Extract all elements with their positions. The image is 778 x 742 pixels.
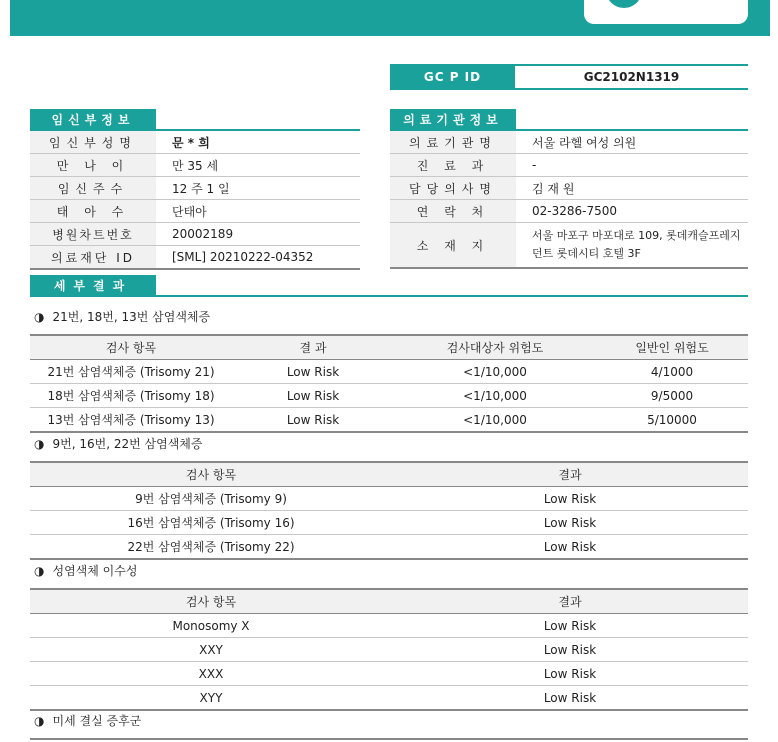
table-cell: Low Risk xyxy=(392,686,748,711)
info-value: 만 35 세 xyxy=(172,158,219,173)
table-top-rule xyxy=(30,738,748,740)
info-value: 서울 라헬 여성 의원 xyxy=(532,135,637,150)
info-value: [SML] 20210222-04352 xyxy=(172,250,314,264)
section-heading-text: 9번, 16번, 22번 삼염색체증 xyxy=(52,437,203,451)
gcp-id-value: GC2102N1319 xyxy=(583,70,680,84)
table-cell: XXY xyxy=(30,638,392,662)
info-label: 임신부성명 xyxy=(30,131,156,153)
info-value: - xyxy=(532,158,537,172)
table-cell: Low Risk xyxy=(392,662,748,686)
clinic-info-table xyxy=(390,131,748,269)
info-row xyxy=(30,177,360,200)
clinic-info-header xyxy=(390,109,748,131)
half-circle-icon: ◑ xyxy=(34,436,45,451)
section-heading-text: 미세 결실 증후군 xyxy=(52,714,142,728)
info-label: 소 재 지 xyxy=(390,223,516,267)
table-cell: Low Risk xyxy=(232,408,394,433)
table-cell: 18번 삼염색체증 (Trisomy 18) xyxy=(30,384,232,408)
info-row xyxy=(390,200,748,223)
col-header: 검사 항목 xyxy=(30,589,392,614)
info-label: 담당의사명 xyxy=(390,177,516,199)
address-line: 던트 롯데시티 호텔 3F xyxy=(532,247,641,260)
info-row xyxy=(390,131,748,154)
table-header-row xyxy=(30,462,748,487)
table-cell: Low Risk xyxy=(232,360,394,384)
table-cell: 16번 삼염색체증 (Trisomy 16) xyxy=(30,511,392,535)
col-header: 일반인 위험도 xyxy=(596,335,748,360)
table-row xyxy=(30,614,748,638)
table-row xyxy=(30,535,748,560)
info-row xyxy=(30,200,360,223)
half-circle-icon: ◑ xyxy=(34,713,45,728)
table-cell: Low Risk xyxy=(392,535,748,560)
table-cell: Monosomy X xyxy=(30,614,392,638)
logo-icon xyxy=(606,0,642,8)
half-circle-icon: ◑ xyxy=(34,563,45,578)
info-row xyxy=(30,246,360,270)
col-header: 검사 항목 xyxy=(30,462,392,487)
table-cell: Low Risk xyxy=(392,511,748,535)
table-row xyxy=(30,360,748,384)
table-cell: <1/10,000 xyxy=(394,360,596,384)
info-label: 의료재단 ID xyxy=(30,246,156,268)
info-row xyxy=(390,177,748,200)
table-cell: 9/5000 xyxy=(596,384,748,408)
sex-chromosome-table xyxy=(30,588,748,711)
info-value: 문 * 희 xyxy=(172,135,210,150)
table-cell: Low Risk xyxy=(232,384,394,408)
table-row xyxy=(30,511,748,535)
info-label: 임신주수 xyxy=(30,177,156,199)
col-header: 결 과 xyxy=(232,335,394,360)
section-heading-text: 21번, 18번, 13번 삼염색체증 xyxy=(52,310,211,324)
info-row xyxy=(30,154,360,177)
table-cell: <1/10,000 xyxy=(394,408,596,433)
info-row xyxy=(30,131,360,154)
table-cell: Low Risk xyxy=(392,614,748,638)
clinic-info-title: 의료기관정보 xyxy=(390,109,516,129)
section-heading xyxy=(34,712,141,729)
info-value: 20002189 xyxy=(172,227,234,241)
table-cell: 21번 삼염색체증 (Trisomy 21) xyxy=(30,360,232,384)
table-cell: 13번 삼염색체증 (Trisomy 13) xyxy=(30,408,232,433)
details-header xyxy=(30,275,748,297)
pregnant-info-header xyxy=(30,109,360,131)
gcp-id-label: GC P ID xyxy=(390,66,515,88)
col-header: 검사 항목 xyxy=(30,335,232,360)
table-cell: 22번 삼염색체증 (Trisomy 22) xyxy=(30,535,392,560)
col-header: 결과 xyxy=(392,589,748,614)
address-value xyxy=(516,227,741,263)
trisomy-major-table xyxy=(30,334,748,433)
section-heading-text: 성염색체 이수성 xyxy=(52,564,138,578)
table-cell: XYY xyxy=(30,686,392,711)
company-logo xyxy=(584,0,748,24)
table-row xyxy=(30,662,748,686)
report-banner xyxy=(10,0,770,36)
table-header-row xyxy=(30,335,748,360)
info-value: 12 주 1 일 xyxy=(172,181,230,196)
table-cell: 4/1000 xyxy=(596,360,748,384)
info-label: 병원차트번호 xyxy=(30,223,156,245)
info-label: 태 아 수 xyxy=(30,200,156,222)
table-cell: 9번 삼염색체증 (Trisomy 9) xyxy=(30,487,392,511)
info-label: 진 료 과 xyxy=(390,154,516,176)
table-row xyxy=(30,384,748,408)
table-row xyxy=(30,686,748,711)
section-heading xyxy=(34,435,202,452)
info-label: 의료기관명 xyxy=(390,131,516,153)
table-header-row xyxy=(30,589,748,614)
address-line: 서울 마포구 마포대로 109, 롯데캐슬프레지 xyxy=(532,229,741,242)
pregnant-info-table xyxy=(30,131,360,270)
info-value: 김 재 원 xyxy=(532,181,575,196)
details-title: 세부결과 xyxy=(30,275,156,295)
table-cell: XXX xyxy=(30,662,392,686)
info-value: 02-3286-7500 xyxy=(532,204,618,218)
info-row xyxy=(30,223,360,246)
trisomy-minor-table xyxy=(30,461,748,560)
info-value: 단태아 xyxy=(172,204,207,219)
info-label: 만 나 이 xyxy=(30,154,156,176)
table-row xyxy=(30,638,748,662)
table-cell: 5/10000 xyxy=(596,408,748,433)
col-header: 결과 xyxy=(392,462,748,487)
pregnant-info-title: 임신부정보 xyxy=(30,109,156,129)
half-circle-icon: ◑ xyxy=(34,309,45,324)
table-cell: <1/10,000 xyxy=(394,384,596,408)
table-row xyxy=(30,487,748,511)
table-cell: Low Risk xyxy=(392,638,748,662)
gcp-id-box xyxy=(390,64,748,90)
info-row xyxy=(390,223,748,269)
info-row xyxy=(390,154,748,177)
info-label: 연 락 처 xyxy=(390,200,516,222)
col-header: 검사대상자 위험도 xyxy=(394,335,596,360)
section-heading xyxy=(34,308,210,325)
section-heading xyxy=(34,562,137,579)
table-cell: Low Risk xyxy=(392,487,748,511)
table-row xyxy=(30,408,748,433)
